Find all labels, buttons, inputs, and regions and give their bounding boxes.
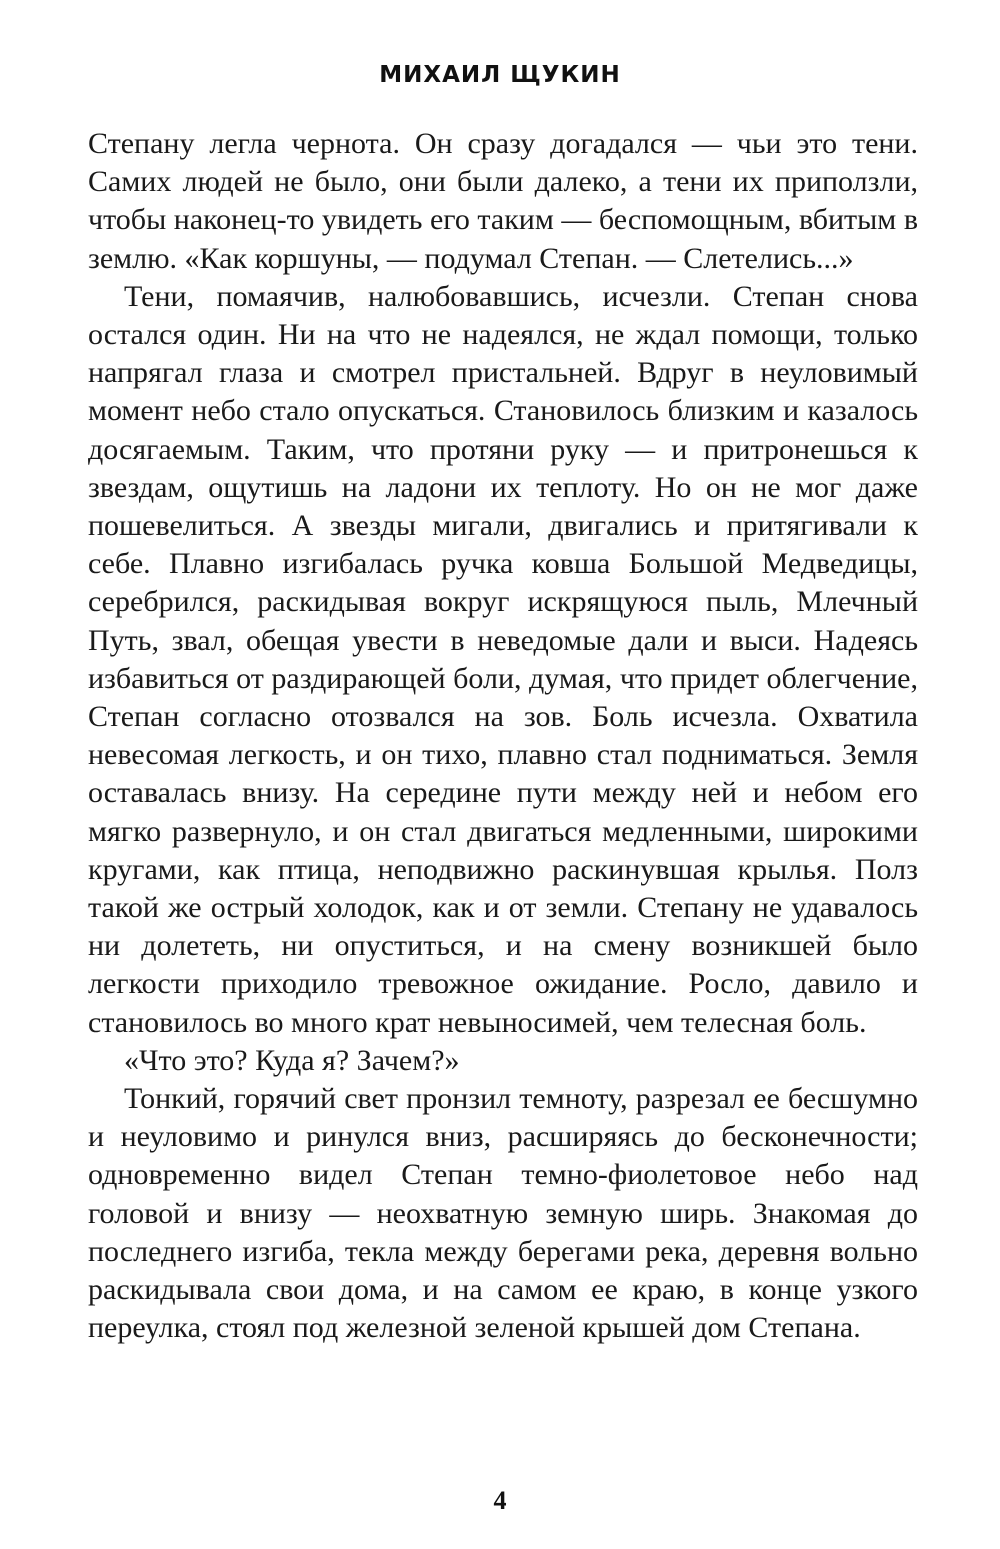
paragraph-3-quote: «Что это? Куда я? Зачем?» bbox=[124, 1043, 460, 1077]
paragraph-4: Тонкий, горячий свет пронзил темноту, разрезал ее бесшумно и неуловимо и ринулся вниз, расширяясь до бесконечности; одновременно видел Степан темно-фиолетовое небо над головой и внизу — неохватную земную ширь. Знакомая до последнего изгиба, текла между берегами река, деревня вольно раскидывала свои дома, и на самом ее краю, в конце узкого переулка, стоял под железной зеленой крышей дом Степана. bbox=[88, 1082, 918, 1345]
paragraph-1-continued: Степану легла чернота. Он сразу догадался — чьи это тени. Самих людей не было, они были далеко, а тени их приползли, чтобы наконец-то увидеть его таким — беспомощным, вбитым в землю. «Как коршуны, — подумал Степан. — Слетелись...» bbox=[88, 127, 918, 275]
paragraph-2: Тени, помаячив, налюбовавшись, исчезли. Степан снова остался один. Ни на что не надеялся, не ждал помощи, только напрягал глаза и смотрел пристальней. Вдруг в неуловимый момент небо стало опускаться. Становилось близким и казалось досягаемым. Таким, что протяни руку — и притронешься к звездам, ощутишь на ладони их теплоту. Но он не мог даже пошевелиться. А звезды мигали, двигались и притягивали к себе. Плавно изгибалась ручка ковша Большой Медведицы, серебрился, раскидывая вокруг искрящуюся пыль, Млечный Путь, звал, обещая увести в неведомые дали и выси. Надеясь избавиться от раздирающей боли, думая, что придет облегчение, Степан согласно отозвался на зов. Боль исчезла. Охватила невесомая легкость, и он тихо, плавно стал подниматься. Земля оставалась внизу. На середине пути между ней и небом его мягко развернуло, и он стал двигаться медленными, широкими кругами, как птица, неподвижно раскинувшая крылья. Полз такой же острый холодок, как и от земли. Степану не удавалось ни долететь, ни опуститься, и на смену возникшей было легкости приходило тревожное ожидание. Росло, давило и становилось во много крат невыносимей, чем телесная боль. bbox=[88, 279, 918, 1039]
page-number: 4 bbox=[493, 1486, 507, 1515]
running-header-author: МИХАИЛ ЩУКИН bbox=[379, 62, 621, 88]
body-text bbox=[88, 125, 918, 1348]
